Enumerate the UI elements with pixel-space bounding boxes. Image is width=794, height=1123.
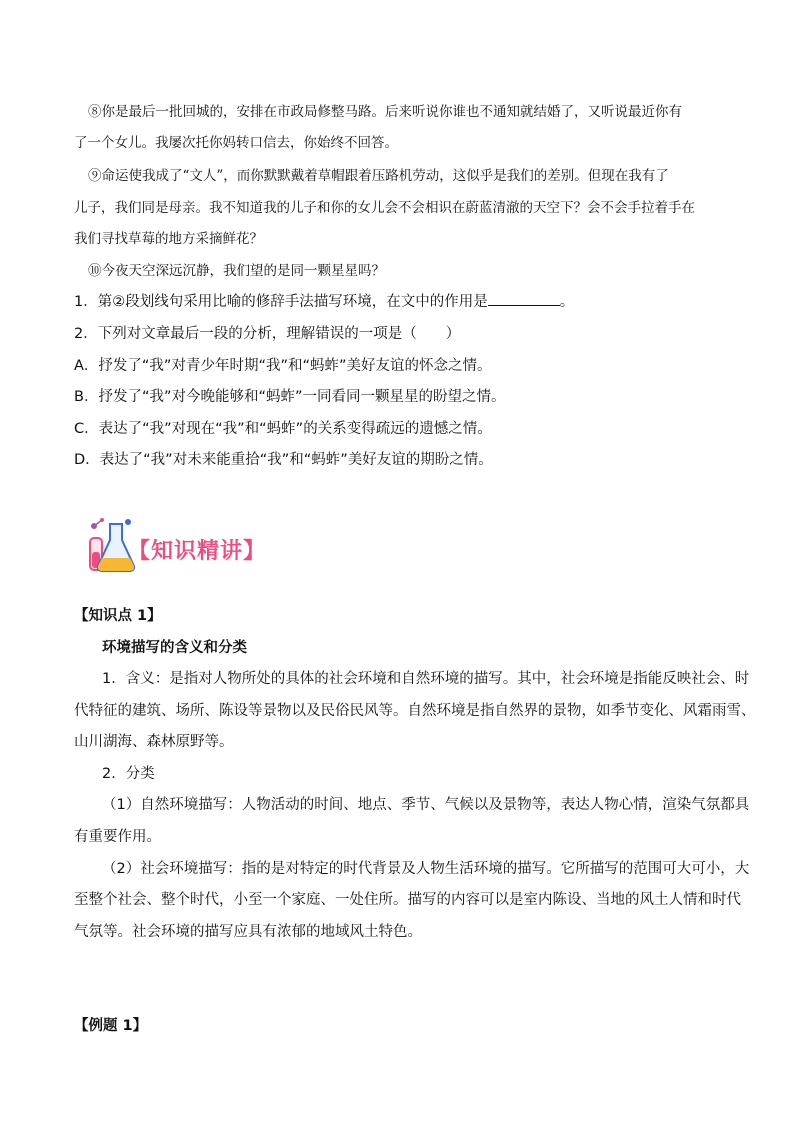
natural-env-line-2: 有重要作用。 [74, 829, 161, 845]
passage-p8-line2: 了一个女儿。我屡次托你妈转口信去，你始终不回答。 [74, 135, 398, 151]
passage-p9-line3: 我们寻找草莓的地方采摘鲜花？ [74, 231, 263, 247]
classification-title: 2．分类 [102, 766, 155, 782]
knowledge-heading: 环境描写的含义和分类 [102, 640, 247, 656]
example-label: 【例题 1】 [74, 1018, 148, 1034]
passage-p9-line2: 儿子，我们同是母亲。我不知道我的儿子和你的女儿会不会相识在蔚蓝清澈的天空下？会不会手拉着手在 [74, 200, 695, 216]
question-2: 2．下列对文章最后一段的分析，理解错误的一项是（ ） [74, 326, 461, 342]
option-c[interactable]: C．表达了“我”对现在“我”和“蚂蚱”的关系变得疏远的遗憾之情。 [74, 421, 492, 437]
definition-line-3: 山川湖海、森林原野等。 [74, 734, 234, 750]
passage-p10-line1: ⑩今夜天空深远沉静，我们望的是同一颗星星吗？ [88, 263, 385, 279]
banner-title: 【知识精讲】 [128, 539, 267, 564]
definition-line-2: 代特征的建筑、场所、陈设等景物以及民俗民风等。自然环境是指自然界的景物，如季节变化、风霜雨雪、 [74, 703, 756, 719]
question-1-end: 。 [559, 294, 575, 310]
option-d[interactable]: D．表达了“我”对未来能重拾“我”和“蚂蚱”美好友谊的期盼之情。 [74, 452, 493, 468]
natural-env-line-1: （1）自然环境描写：人物活动的时间、地点、季节、气候以及景物等，表达人物心情，渲染气氛都具 [102, 797, 750, 813]
passage-p9-line1: ⑨命运使我成了“文人”，而你默默戴着草帽跟着压路机劳动，这似乎是我们的差别。但现在我有了 [88, 168, 669, 184]
social-env-line-3: 气氛等。社会环境的描写应具有浓郁的地域风土特色。 [74, 924, 422, 940]
answer-blank[interactable] [488, 291, 560, 306]
social-env-line-1: （2）社会环境描写：指的是对特定的时代背景及人物生活环境的描写。它所描写的范围可大可小，大 [102, 861, 750, 877]
knowledge-point-label: 【知识点 1】 [74, 608, 162, 624]
option-a[interactable]: A．抒发了“我”对青少年时期“我”和“蚂蚱”美好友谊的怀念之情。 [74, 358, 492, 374]
definition-line-1: 1．含义：是指对人物所处的具体的社会环境和自然环境的描写。其中，社会环境是指能反映社会、时 [102, 671, 750, 687]
question-1 [74, 290, 574, 311]
passage-p8-line1: ⑧你是最后一批回城的，安排在市政局修整马路。后来听说你谁也不通知就结婚了，又听说最近你有 [88, 104, 682, 120]
option-b[interactable]: B．抒发了“我”对今晚能够和“蚂蚱”一同看同一颗星星的盼望之情。 [74, 389, 506, 405]
social-env-line-2: 至整个社会、整个时代，小至一个家庭、一处住所。描写的内容可以是室内陈设、当地的风土人情和时代 [74, 892, 741, 908]
question-1-text: 1．第②段划线句采用比喻的修辞手法描写环境，在文中的作用是 [74, 294, 488, 310]
